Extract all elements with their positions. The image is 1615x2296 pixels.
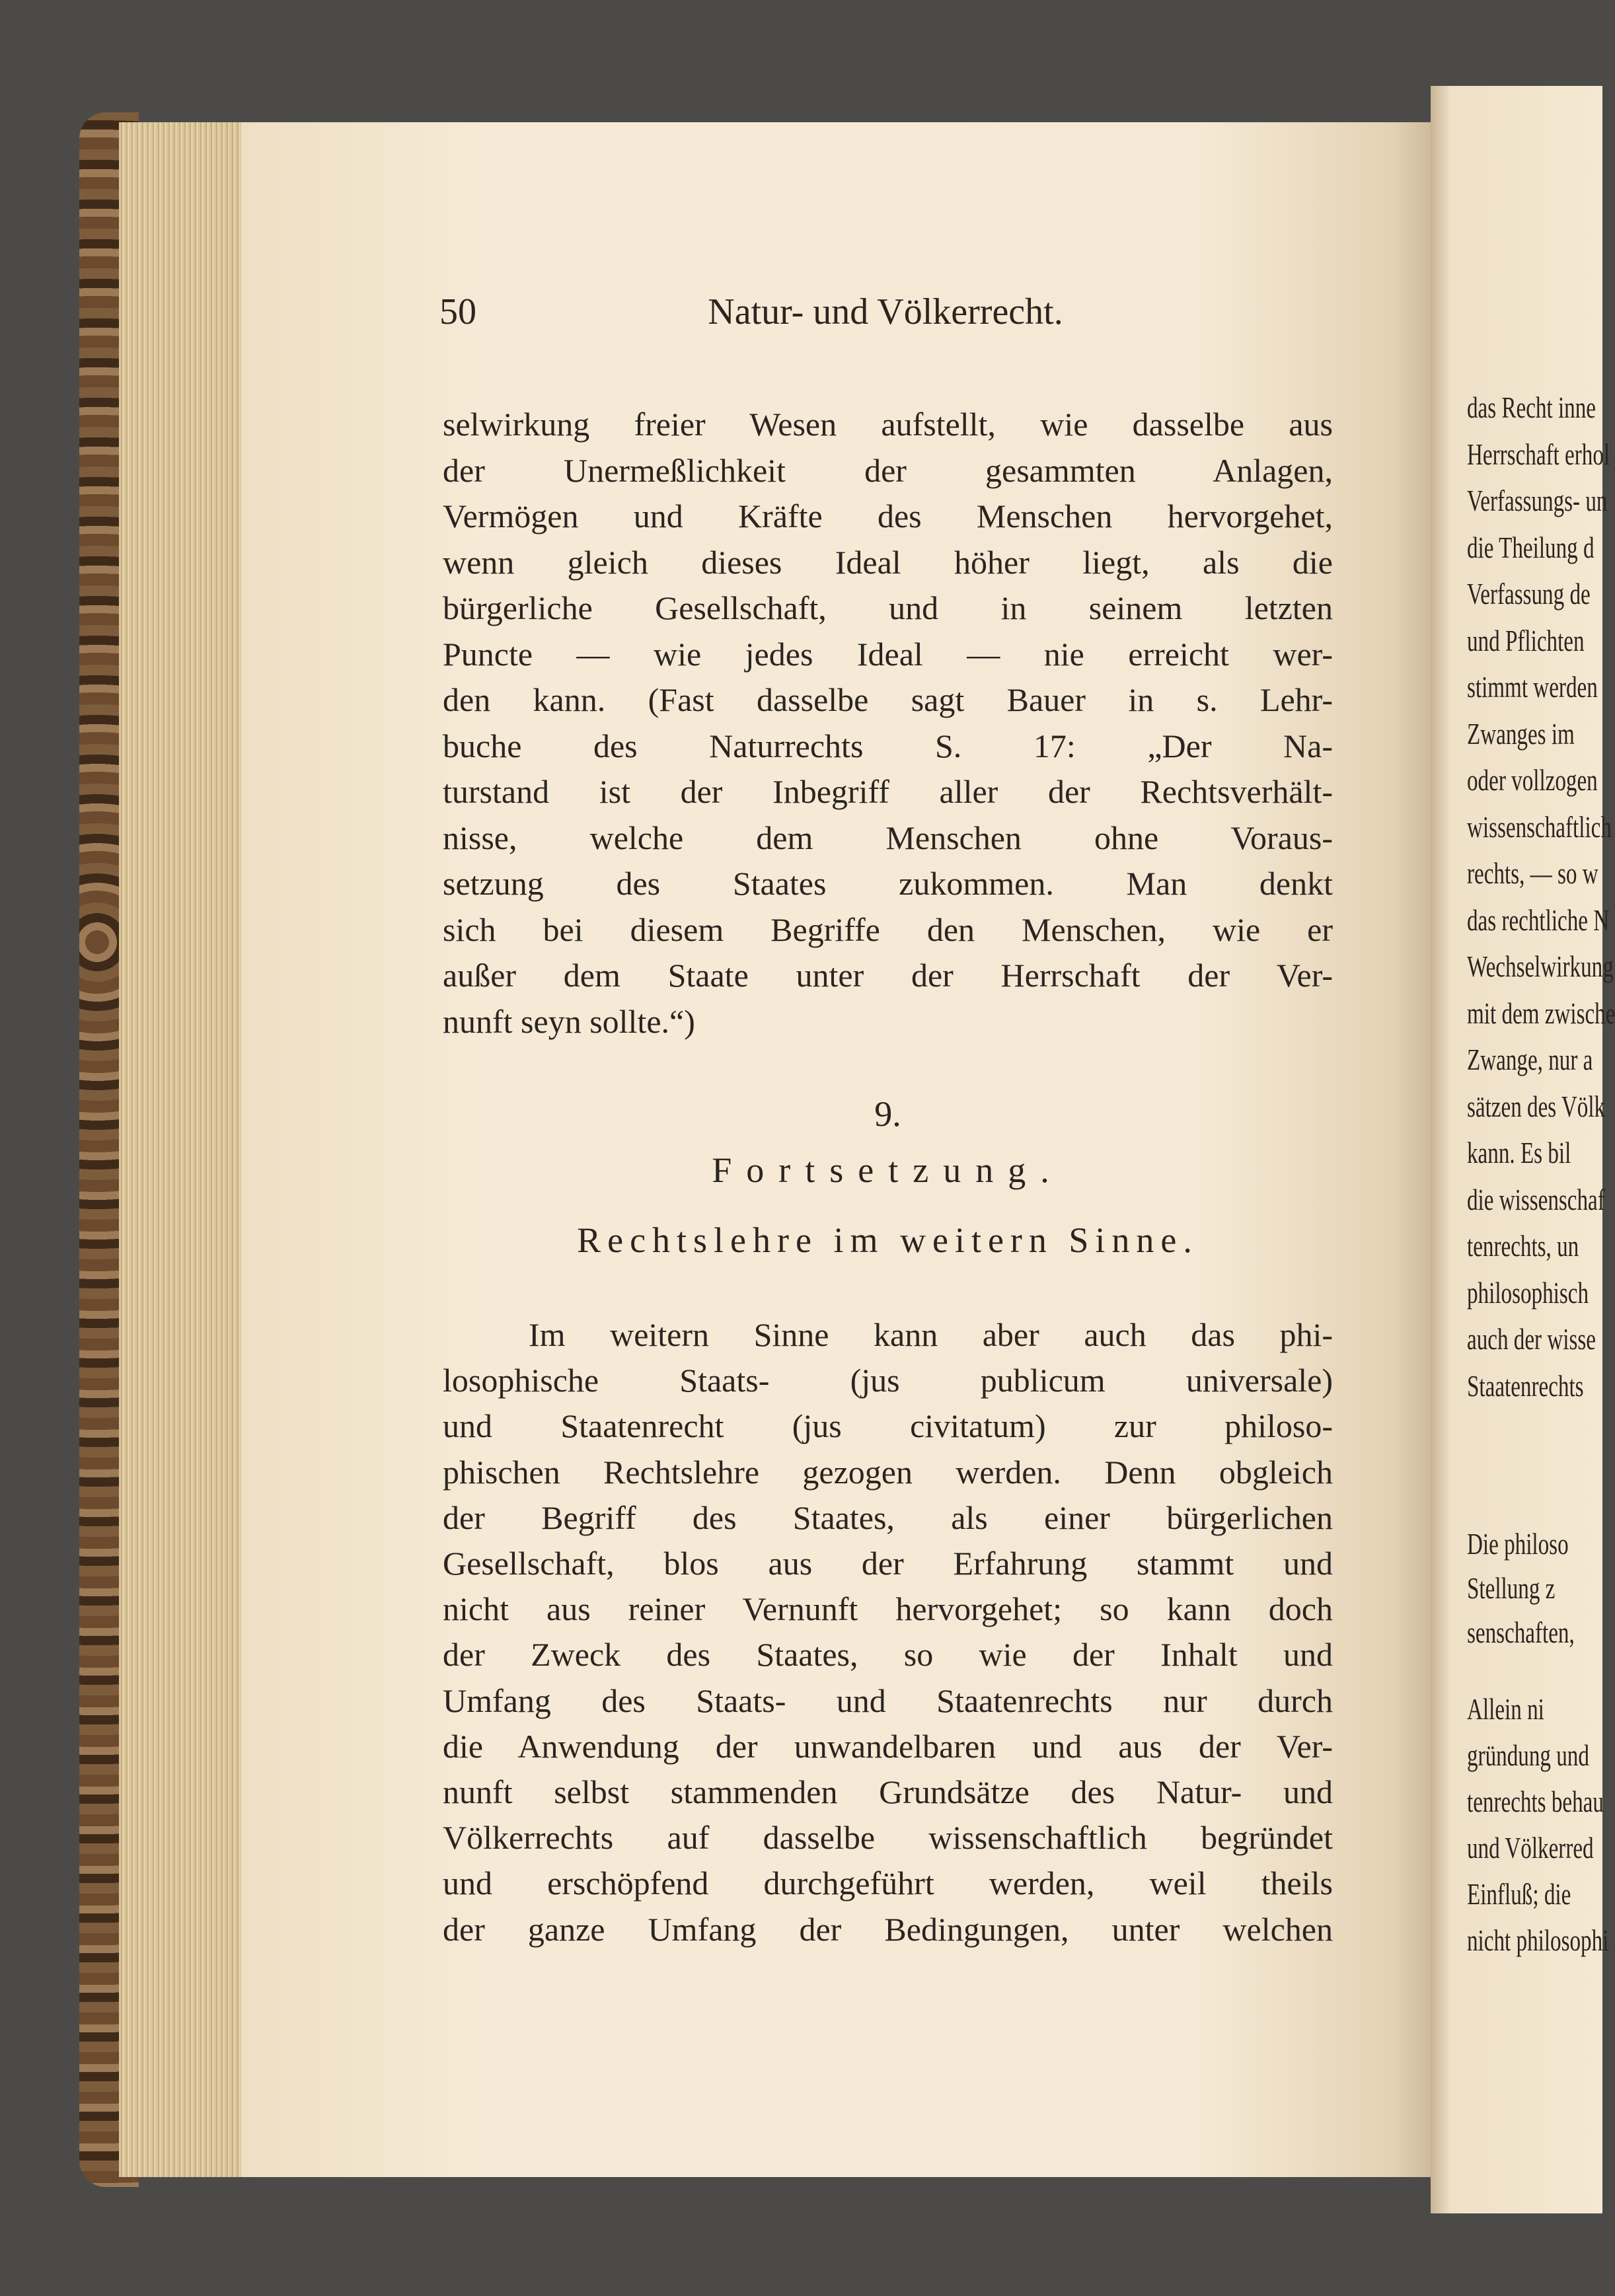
facing-text-line: gründung und (1467, 1738, 1589, 1772)
facing-text-line: oder vollzogen (1467, 763, 1598, 797)
facing-text-line: tenrechts, un (1467, 1229, 1579, 1263)
facing-text-line: nicht philosophi (1467, 1923, 1609, 1957)
facing-text-line: tenrechts behau (1467, 1785, 1604, 1818)
facing-text-line: und Völkerred (1467, 1831, 1594, 1865)
facing-text-line: auch der wisse (1467, 1322, 1596, 1356)
facing-text-line: Verfassung de (1467, 577, 1591, 611)
text-line: der Unermeßlichkeit der gesammten Anlagen, (443, 451, 1333, 489)
text-line: Im weitern Sinne kann aber auch das phi- (529, 1316, 1333, 1353)
page-number: 50 (439, 291, 476, 332)
facing-text-line: Zwanges im (1467, 716, 1575, 751)
facing-text-line: und Pflichten (1467, 623, 1585, 657)
text-line: außer dem Staate unter der Herrschaft der Ver- (443, 957, 1333, 994)
text-line: selwirkung freier Wesen aufstellt, wie dasselbe aus (443, 406, 1333, 443)
facing-text-line: Allein ni (1467, 1692, 1544, 1726)
facing-text-line: das Recht inne (1467, 390, 1596, 424)
facing-text-line: Verfassungs- un (1467, 484, 1608, 517)
text-line: nunft seyn sollte.“) (443, 1002, 695, 1040)
text-line: nicht aus reiner Vernunft hervorgehet; so kann doch (443, 1590, 1333, 1628)
text-line: bürgerliche Gesellschaft, und in seinem letzten (443, 589, 1333, 626)
facing-page (1431, 86, 1615, 2213)
facing-text-line: Einfluß; die (1467, 1877, 1571, 1911)
text-line: wenn gleich dieses Ideal höher liegt, als die (443, 543, 1333, 581)
text-line: Gesellschaft, blos aus der Erfahrung stammt und (443, 1545, 1333, 1582)
facing-text-line: rechts, — so w (1467, 856, 1598, 890)
text-line: der ganze Umfang der Bedingungen, unter welchen (443, 1910, 1333, 1948)
facing-text-line: Stellung z (1467, 1571, 1556, 1605)
facing-text-line: kann. Es bil (1467, 1136, 1571, 1169)
facing-text-line: sätzen des Völk (1467, 1089, 1606, 1123)
text-line: Vermögen und Kräfte des Menschen hervorgehet, (443, 498, 1333, 535)
text-line: und erschöpfend durchgeführt werden, weil theils (443, 1865, 1333, 1902)
text-line: sich bei diesem Begriffe den Menschen, wie er (443, 910, 1333, 948)
facing-text-line: Staatenrechts (1467, 1368, 1584, 1403)
section-title: Fortsetzung. (712, 1150, 1064, 1190)
facing-text-line: wissenschaftlich (1467, 809, 1612, 844)
text-line: den kann. (Fast dasselbe sagt Bauer in s. Lehr- (443, 681, 1333, 718)
text-line: der Begriff des Staates, als einer bürgerlichen (443, 1499, 1333, 1536)
text-line: nunft selbst stammenden Grundsätze des Natur- und (443, 1773, 1333, 1810)
facing-text-line: senschaften, (1467, 1615, 1575, 1649)
facing-text-line: die wissenschaf (1467, 1182, 1605, 1216)
text-line: und Staatenrecht (jus civitatum) zur philoso- (443, 1407, 1333, 1445)
facing-text-line: Die philoso (1467, 1527, 1569, 1561)
text-line: Puncte — wie jedes Ideal — nie erreicht wer- (443, 635, 1333, 673)
text-line: turstand ist der Inbegriff aller der Rechtsverhält- (443, 773, 1333, 810)
text-line: die Anwendung der unwandelbaren und aus der Ver- (443, 1727, 1333, 1765)
section-number: 9. (874, 1094, 901, 1134)
facing-text-line: die Theilung d (1467, 530, 1595, 564)
text-line: Völkerrechts auf dasselbe wissenschaftlich begründet (443, 1819, 1333, 1857)
facing-text-line: mit dem zwische (1467, 996, 1615, 1030)
facing-text-line: philosophisch (1467, 1275, 1589, 1310)
text-line: setzung des Staates zukommen. Man denkt (443, 865, 1333, 902)
text-line: nisse, welche dem Menschen ohne Voraus- (443, 819, 1333, 856)
text-line: losophische Staats- (jus publicum universale) (443, 1362, 1333, 1399)
running-head: Natur- und Völkerrecht. (708, 291, 1063, 332)
facing-text-line: Wechselwirkung (1467, 949, 1614, 983)
page-edges (119, 122, 244, 2177)
facing-text-line: stimmt werden (1467, 670, 1598, 704)
section-subtitle: Rechtslehre im weitern Sinne. (577, 1220, 1199, 1260)
facing-text-line: Herrschaft erhol (1467, 437, 1610, 471)
facing-text-line: das rechtliche N (1467, 903, 1610, 937)
text-line: phischen Rechtslehre gezogen werden. Denn obgleich (443, 1453, 1333, 1491)
text-line: buche des Naturrechts S. 17: „Der Na- (443, 727, 1333, 764)
text-line: der Zweck des Staates, so wie der Inhalt und (443, 1636, 1333, 1674)
facing-text-line: Zwange, nur a (1467, 1043, 1593, 1076)
text-line: Umfang des Staats- und Staatenrechts nur durch (443, 1682, 1333, 1719)
